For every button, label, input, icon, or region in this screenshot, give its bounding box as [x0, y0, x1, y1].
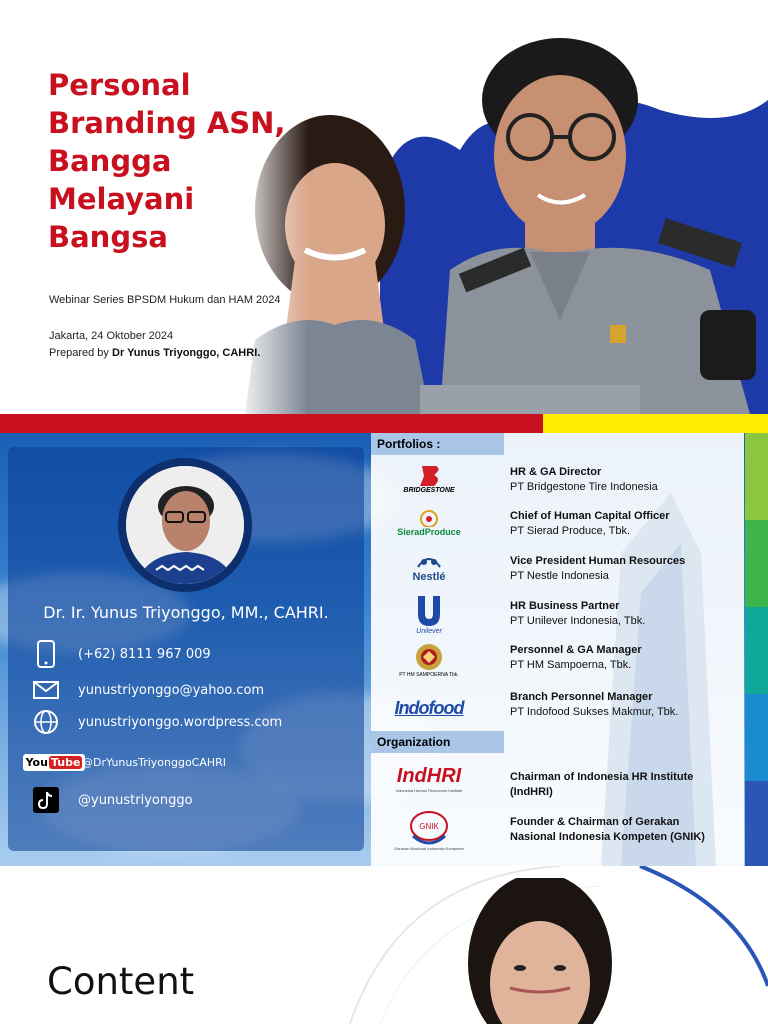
portfolios-label: Portfolios :	[371, 433, 504, 455]
side-bar-segment	[745, 520, 768, 607]
profile-photo	[126, 466, 244, 584]
nestle-logo: Nestlé	[381, 546, 477, 586]
contact-text: yunustriyonggo@yahoo.com	[78, 682, 265, 698]
title-line: Branding ASN,	[48, 106, 286, 140]
youtube-you: You	[25, 755, 48, 769]
side-bar-segment	[745, 433, 768, 520]
title-line: Bangga	[48, 144, 172, 178]
avatar	[118, 458, 252, 592]
content-slide	[0, 866, 768, 1024]
man-photo	[420, 20, 768, 414]
contact-text: @yunustriyonggo	[78, 792, 193, 808]
bridgestone-logo: BRIDGESTONE	[381, 459, 477, 499]
title-slide	[0, 0, 768, 414]
prepared-by	[49, 347, 260, 359]
profile-slide	[0, 433, 768, 866]
gnik-logo: GNIK Gerakan Nasional Indonesia Kompeten	[381, 801, 477, 859]
content-title: Content	[47, 960, 195, 1003]
contact-text: yunustriyonggo.wordpress.com	[78, 714, 283, 730]
title-line: Bangsa	[48, 220, 168, 254]
organization-label: Organization	[371, 731, 504, 753]
youtube-tube: Tube	[50, 755, 81, 769]
title-line: Personal	[48, 68, 191, 102]
color-side-bar	[745, 433, 768, 866]
organization-role: Founder & Chairman of Gerakan Nasional Indonesia Kompeten (GNIK)	[510, 816, 705, 843]
sierad-logo: SieradProduce	[381, 503, 477, 543]
mail-icon	[32, 676, 60, 704]
contact-text: (+62) 8111 967 009	[78, 646, 211, 662]
portfolio-role: Personnel & GA Manager PT HM Sampoerna, Tbk.	[510, 644, 642, 671]
contact-website	[32, 708, 282, 736]
portfolio-role: Branch Personnel Manager PT Indofood Sukses Makmur, Tbk.	[510, 691, 679, 718]
side-bar-segment	[745, 781, 768, 866]
red-stripe	[0, 414, 543, 433]
place-date: Jakarta, 24 Oktober 2024	[49, 330, 174, 342]
contact-tiktok	[32, 786, 193, 814]
side-bar-segment	[745, 694, 768, 781]
unilever-logo: Unilever	[381, 591, 477, 637]
contact-email	[32, 676, 264, 704]
globe-icon	[32, 708, 60, 736]
yellow-stripe	[543, 414, 768, 433]
woman-photo	[440, 878, 640, 1024]
phone-icon	[32, 640, 60, 668]
contact-text: @DrYunusTriyonggoCAHRI	[82, 755, 227, 769]
organization-role: Chairman of Indonesia HR Institute (IndHRI)	[510, 771, 694, 798]
profile-name: Dr. Ir. Yunus Triyonggo, MM., CAHRI.	[43, 603, 329, 622]
slide-title	[48, 66, 308, 256]
youtube-icon	[25, 748, 81, 776]
event-name: Webinar Series BPSDM Hukum dan HAM 2024	[49, 294, 281, 306]
indofood-logo: Indofood	[394, 697, 464, 718]
prepared-name: Dr Yunus Triyonggo, CAHRI.	[112, 347, 261, 359]
side-bar-segment	[745, 607, 768, 694]
portfolio-role: HR & GA Director PT Bridgestone Tire Indonesia	[510, 466, 658, 493]
prepared-prefix: Prepared by	[49, 347, 109, 359]
title-line: Melayani	[48, 182, 195, 216]
contact-phone	[32, 640, 211, 668]
portfolio-role: HR Business Partner PT Unilever Indonesia, Tbk.	[510, 600, 646, 627]
indhri-logo: IndHRI Indonesia Human Resources Institute	[395, 765, 463, 793]
svg-text:GNIK: GNIK	[419, 821, 439, 831]
portfolio-role: Vice President Human Resources PT Nestle Indonesia	[510, 555, 686, 582]
tiktok-icon	[32, 786, 60, 814]
sampoerna-logo: PT HM SAMPOERNA Tbk.	[381, 638, 477, 682]
contact-youtube	[25, 748, 227, 776]
portfolio-role: Chief of Human Capital Officer PT Sierad Produce, Tbk.	[510, 510, 670, 537]
